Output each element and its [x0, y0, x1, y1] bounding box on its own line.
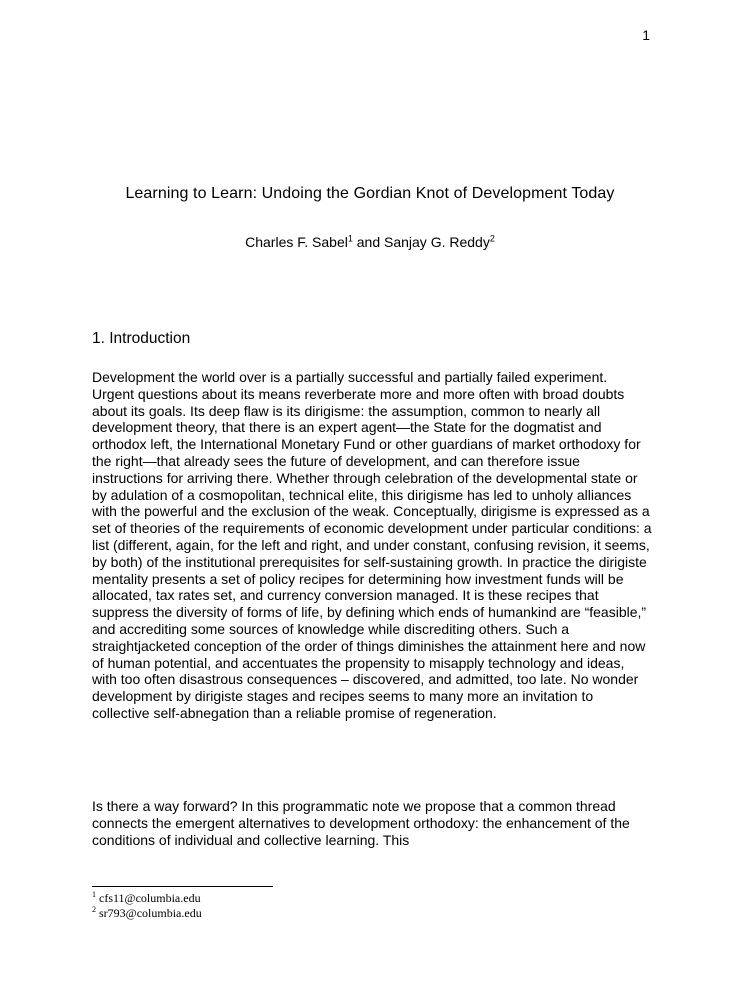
footnote-1-text: cfs11@columbia.edu	[99, 891, 201, 905]
footnote-2	[92, 906, 202, 921]
author-2-name: Sanjay G. Reddy	[384, 234, 490, 250]
authors-line	[50, 234, 690, 250]
body-paragraph-2: Is there a way forward? In this programmatic note we propose that a common thread connects the emergent alternatives to development orthodoxy: the enhancement of the conditions of individual and collective learning. This	[92, 798, 630, 848]
author-1-name: Charles F. Sabel	[245, 234, 348, 250]
footnote-separator-rule	[92, 886, 273, 887]
section-heading-introduction: 1. Introduction	[92, 330, 191, 347]
author-2-footnote-marker: 2	[489, 233, 495, 244]
paper-title: Learning to Learn: Undoing the Gordian Knot of Development Today	[125, 185, 615, 202]
footnote-1-marker: 1	[92, 890, 96, 899]
footnote-2-marker: 2	[92, 905, 96, 914]
page-number: 1	[642, 27, 650, 43]
footnotes-block	[92, 891, 202, 921]
author-1-footnote-marker: 1	[347, 233, 353, 244]
footnote-2-text: sr793@columbia.edu	[99, 906, 202, 920]
body-paragraph-1: Development the world over is a partially successful and partially failed experiment. Urgent questions about its means reverberate more and more often with broad doubts about its goals. Its deep flaw is its dirigisme: the assumption, common to nearly all development theory, that there is an expert agent—the State for the dogmatist and orthodox left, the International Monetary Fund or other guardians of market orthodoxy for the right—that already sees the future of development, and can therefore issue instructions for arriving there. Whether through celebration of the developmental state or by adulation of a cosmopolitan, technical elite, this dirigisme has led to unholy alliances with the powerful and the exclusion of the weak. Conceptually, dirigisme is expressed as a set of theories of the requirements of economic development under particular conditions: a list (different, again, for the left and right, and under constant, confusing revision, it seems, by both) of the institutional prerequisites for self-sustaining growth. In practice the dirigiste mentality presents a set of policy recipes for determining how investment funds will be allocated, tax rates set, and currency conversion managed. It is these recipes that suppress the diversity of forms of life, by defining which ends of humankind are “feasible,” and accrediting some sources of knowledge while discrediting others. Such a straightjacketed conception of the order of things diminishes the attainment here and now of human potential, and accentuates the propensity to misapply technology and ideas, with too often disastrous consequences – discovered, and admitted, too late. No wonder development by dirigiste stages and recipes seems to many more an invitation to collective self-abnegation than a reliable promise of regeneration.	[92, 369, 652, 721]
footnote-1	[92, 891, 202, 906]
authors-conjunction: and	[352, 234, 384, 250]
